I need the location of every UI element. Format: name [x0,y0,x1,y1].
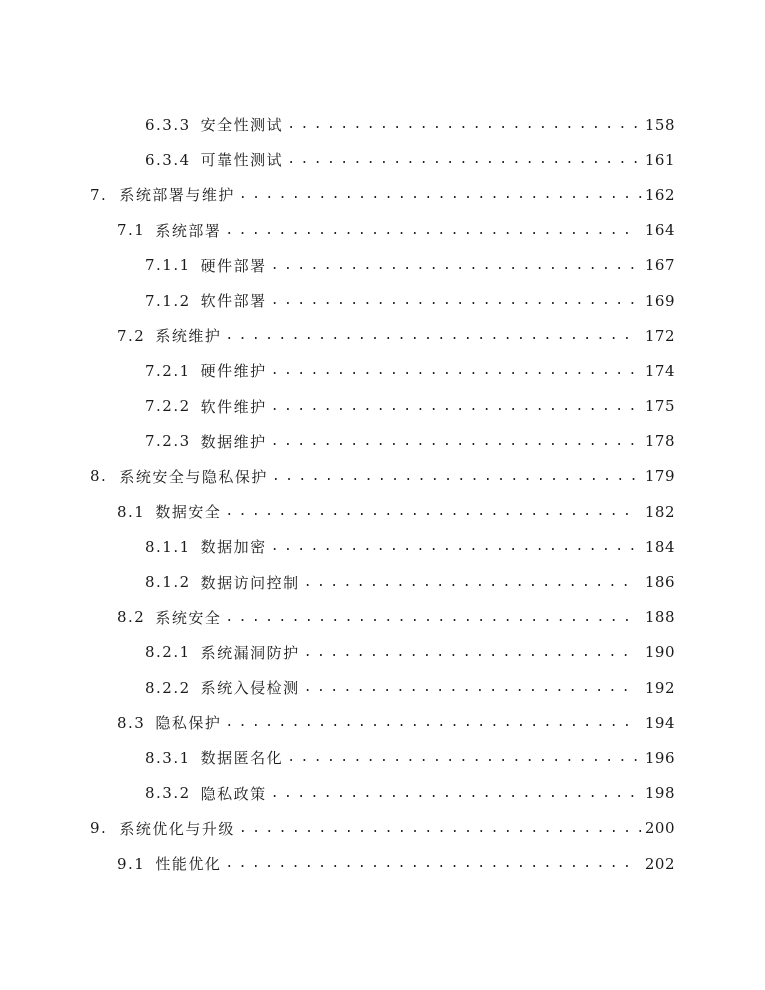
toc-entry-number: 8.2.2 [145,678,191,697]
toc-entry[interactable] [0,846,765,881]
toc-entry-title: 隐私保护 [155,714,222,733]
toc-entry-page-number: 174 [644,361,675,380]
toc-entry[interactable] [0,494,765,529]
dot-leader [271,539,637,554]
toc-entry[interactable] [0,670,765,705]
dot-leader [271,363,637,378]
toc-entry-title: 软件部署 [200,292,267,311]
toc-entry-page-number: 169 [644,291,675,310]
toc-entry-page-number: 167 [644,256,675,275]
toc-entry-title: 系统部署 [155,221,222,240]
toc-entry-page-number: 194 [644,713,675,732]
toc-entry-title: 数据加密 [200,538,267,557]
toc-entry-number: 8. [90,467,108,486]
toc-entry-number: 8.1.1 [145,537,191,556]
toc-entry-title: 数据匿名化 [200,749,284,768]
toc-entry-number: 8.1 [117,502,146,521]
toc-entry[interactable] [0,248,765,283]
toc-entry-number: 7.2.1 [145,361,191,380]
toc-entry-page-number: 184 [644,537,675,556]
toc-entry-title: 性能优化 [155,855,222,874]
toc-entry[interactable] [0,424,765,459]
toc-entry[interactable] [0,564,765,599]
toc-entry[interactable] [0,353,765,388]
toc-entry-title: 数据访问控制 [200,573,300,592]
dot-leader [304,645,637,660]
toc-entry[interactable] [0,283,765,318]
dot-leader [271,434,637,449]
toc-entry-title: 硬件维护 [200,362,267,381]
toc-entry[interactable] [0,459,765,494]
toc-entry-title: 系统安全与隐私保护 [119,467,268,486]
toc-entry-page-number: 158 [644,115,675,134]
toc-entry[interactable] [0,635,765,670]
dot-leader [225,223,637,238]
toc-entry[interactable] [0,318,765,353]
dot-leader [225,610,637,625]
dot-leader [304,680,637,695]
toc-entry-page-number: 186 [644,573,675,592]
dot-leader [287,750,637,765]
dot-leader [239,821,643,836]
toc-entry-title: 安全性测试 [200,116,284,135]
toc-entry-title: 隐私政策 [200,784,267,803]
toc-entry[interactable] [0,776,765,811]
toc-entry-number: 9. [90,819,108,838]
dot-leader [271,258,637,273]
dot-leader [225,328,637,343]
toc-entry-number: 9.1 [117,854,146,873]
toc-entry-title: 系统部署与维护 [119,186,235,205]
toc-entry[interactable] [0,213,765,248]
toc-entry-title: 硬件部署 [200,256,267,275]
toc-entry[interactable] [0,389,765,424]
toc-entry-page-number: 172 [644,326,675,345]
toc-entry-page-number: 202 [644,854,675,873]
toc-entry[interactable] [0,600,765,635]
dot-leader [225,504,637,519]
toc-entry-title: 系统优化与升级 [119,819,235,838]
toc-entry-page-number: 162 [644,185,675,204]
toc-entry[interactable] [0,107,765,142]
toc-entry-number: 8.1.2 [145,573,191,592]
toc-entry-number: 6.3.4 [145,150,191,169]
toc-entry-number: 7.2.3 [145,432,191,451]
toc-entry-number: 7.1.2 [145,291,191,310]
toc-entry-page-number: 179 [644,467,675,486]
toc-entry-page-number: 164 [644,221,675,240]
toc-entry-number: 7.2.2 [145,397,191,416]
toc-entry-title: 系统漏洞防护 [200,643,300,662]
toc-entry-page-number: 175 [644,397,675,416]
toc-entry-title: 可靠性测试 [200,151,284,170]
dot-leader [271,786,637,801]
toc-entry-title: 数据安全 [155,503,222,522]
dot-leader [271,399,637,414]
dot-leader [225,715,637,730]
toc-entry[interactable] [0,529,765,564]
toc-entry-number: 8.2 [117,608,146,627]
toc-entry-page-number: 196 [644,748,675,767]
toc-entry-title: 软件维护 [200,397,267,416]
toc-entry-page-number: 178 [644,432,675,451]
toc-entry-title: 数据维护 [200,432,267,451]
toc-entry[interactable] [0,142,765,177]
toc-entry[interactable] [0,705,765,740]
toc-entry-title: 系统维护 [155,327,222,346]
toc-entry-number: 8.2.1 [145,643,191,662]
toc-entry[interactable] [0,740,765,775]
toc-entry-page-number: 190 [644,643,675,662]
toc-entry-number: 8.3.2 [145,784,191,803]
toc-entry-number: 8.3 [117,713,146,732]
dot-leader [225,856,637,871]
toc-entry-number: 7.1 [117,221,146,240]
toc-entry-number: 7. [90,185,108,204]
toc-entry-title: 系统入侵检测 [200,679,300,698]
toc-entry-number: 7.1.1 [145,256,191,275]
toc-entry-number: 6.3.3 [145,115,191,134]
table-of-contents [0,107,765,881]
toc-entry-page-number: 192 [644,678,675,697]
toc-entry-page-number: 188 [644,608,675,627]
dot-leader [287,117,637,132]
toc-entry-page-number: 182 [644,502,675,521]
toc-entry-page-number: 198 [644,784,675,803]
dot-leader [287,152,637,167]
toc-entry-number: 7.2 [117,326,146,345]
toc-entry-number: 8.3.1 [145,748,191,767]
dot-leader [239,187,643,202]
dot-leader [272,469,643,484]
toc-entry-page-number: 161 [644,150,675,169]
dot-leader [304,575,637,590]
toc-entry-title: 系统安全 [155,608,222,627]
toc-entry-page-number: 200 [644,819,675,838]
toc-entry[interactable] [0,811,765,846]
toc-entry[interactable] [0,177,765,212]
dot-leader [271,293,637,308]
